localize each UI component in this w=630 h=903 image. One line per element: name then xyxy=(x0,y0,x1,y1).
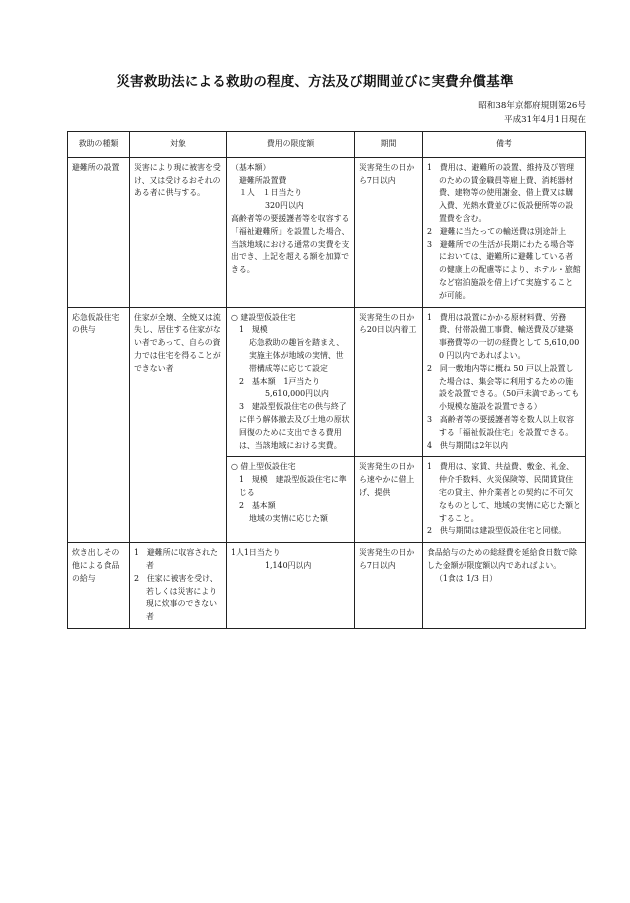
cost-shelter xyxy=(227,157,355,307)
note-line: 3 避難所での生活が長期にわたる場合等においては、避難所に避難している者の健康上の配慮等により、ホテル・旅館など宿泊施設を借上げて実施することが可能。 xyxy=(427,239,581,300)
relief-type-temp-housing: 応急仮設住宅の供与 xyxy=(68,307,130,543)
cost-line: 1人1日当たり xyxy=(231,548,281,558)
header-period: 期間 xyxy=(355,132,423,158)
table-row xyxy=(68,543,586,629)
note-line: 1 費用は設置にかかる原材料費、労務費、付帯設備工事費、輸送費及び建築事務費等の一切の経費として 5,610,000 円以内であればよい。 xyxy=(427,312,580,360)
note-line: （1食は 1/3 日） xyxy=(435,573,498,583)
note-line: 2 供与期間は建設型仮設住宅と同様。 xyxy=(427,526,567,536)
period-shelter: 災害発生の日から7日以内 xyxy=(355,157,423,307)
cost-line: 5,610,000円以内 xyxy=(265,389,329,399)
cost-food xyxy=(227,543,355,629)
cost-line: 320円以内 xyxy=(265,201,304,211)
cost-line: 高齢者等の要援護者等を収容する「福祉避難所」を設置した場合、当該地域における通常の実費を支出でき、上記を超える額を加算できる。 xyxy=(231,213,350,275)
cost-line: 1 規模 xyxy=(239,325,268,335)
cost-line: ○ 建設型仮設住宅 xyxy=(231,312,296,322)
cost-line: 3 建設型仮設住宅の供与終了に伴う解体撤去及び土地の原状回復のために支出できる費用は、当該地域における実費。 xyxy=(239,402,350,450)
current-as-of-date: 平成31年4月1日現在 xyxy=(503,115,586,125)
target-shelter: 災害により現に被害を受け、又は受けるおそれのある者に供与する。 xyxy=(130,157,227,307)
period-leased-housing: 災害発生の日から速やかに借上げ、提供 xyxy=(355,457,423,543)
target-food xyxy=(130,543,227,629)
notes-leased-housing xyxy=(423,457,586,543)
relief-type-shelter: 避難所の設置 xyxy=(68,157,130,307)
header-cost-limit: 費用の限度額 xyxy=(227,132,355,158)
notes-food xyxy=(423,543,586,629)
note-line: 3 高齢者等の要援護者等を数人以上収容する「福祉仮設住宅」を設置できる。 xyxy=(427,414,575,437)
note-line: 食品給与のための総経費を延給食日数で除した金額が限度額以内であればよい。 xyxy=(427,548,577,570)
note-line: 1 費用は、避難所の設置、維持及び管理のための賃金職員等雇上費、消耗器材費、建物等の使用謝金、借上費又は購入費、光熱水費並びに仮設便所等の設置費を含む。 xyxy=(427,162,575,223)
cost-line: ○ 借上型仮設住宅 xyxy=(231,462,296,472)
period-built-housing: 災害発生の日から20日以内着工 xyxy=(355,307,423,457)
header-relief-type: 救助の種類 xyxy=(68,132,130,158)
page-title: 災害救助法による救助の程度、方法及び期間並びに実費弁償基準 xyxy=(116,74,514,90)
note-line: 1 費用は、家賃、共益費、敷金、礼金、仲介手数料、火災保険等、民間賃貸住宅の貸主、仲介業者との契約に不可欠なものとして、地域の実情に応じた額とすること。 xyxy=(427,462,581,523)
ordinance-number: 昭和38年京都府規則第26号 xyxy=(478,101,586,111)
cost-line: 1,140円以内 xyxy=(265,560,312,570)
target-line: 1 避難所に収容された者 xyxy=(134,548,218,570)
header-notes: 備考 xyxy=(423,132,586,158)
table-row xyxy=(68,307,586,457)
relief-type-food: 炊き出しその他による食品の給与 xyxy=(68,543,130,629)
period-food: 災害発生の日から7日以内 xyxy=(355,543,423,629)
notes-shelter xyxy=(423,157,586,307)
cost-line: 応急救助の趣旨を踏まえ、実施主体が地域の実情、世帯構成等に応じて設定 xyxy=(249,338,345,373)
note-line: 4 供与期間は2年以内 xyxy=(427,440,509,450)
cost-line: 1 規模 建設型仮設住宅に準じる xyxy=(239,475,347,497)
table-header-row xyxy=(68,132,586,158)
cost-leased-housing xyxy=(227,457,355,543)
note-line: 2 同一敷地内等に概ね 50 戸以上設置した場合は、集会等に利用するための施設を設置できる。（50戸未満であっても小規模な施設を設置できる） xyxy=(427,363,580,412)
cost-line: １人 １日当たり xyxy=(239,188,303,198)
notes-built-housing xyxy=(423,307,586,457)
cost-line: 避難所設置費 xyxy=(239,175,287,185)
cost-line: 地域の実情に応じた額 xyxy=(249,513,328,523)
header-target: 対象 xyxy=(130,132,227,158)
cost-line: 2 基本額 1戸当たり xyxy=(239,376,321,386)
target-temp-housing: 住家が全壊、全焼又は流失し、居住する住家がない者であって、自らの資力では住宅を得ることができない者 xyxy=(130,307,227,543)
cost-built-housing xyxy=(227,307,355,457)
table-row xyxy=(68,157,586,307)
relief-standards-table xyxy=(67,131,586,629)
target-line: 2 住家に被害を受け、若しくは災害により現に炊事のできない者 xyxy=(134,573,218,622)
cost-line: 2 基本額 xyxy=(239,500,276,510)
note-line: 2 避難に当たっての輸送費は別途計上 xyxy=(427,226,567,236)
cost-line: （基本額） xyxy=(231,162,271,172)
